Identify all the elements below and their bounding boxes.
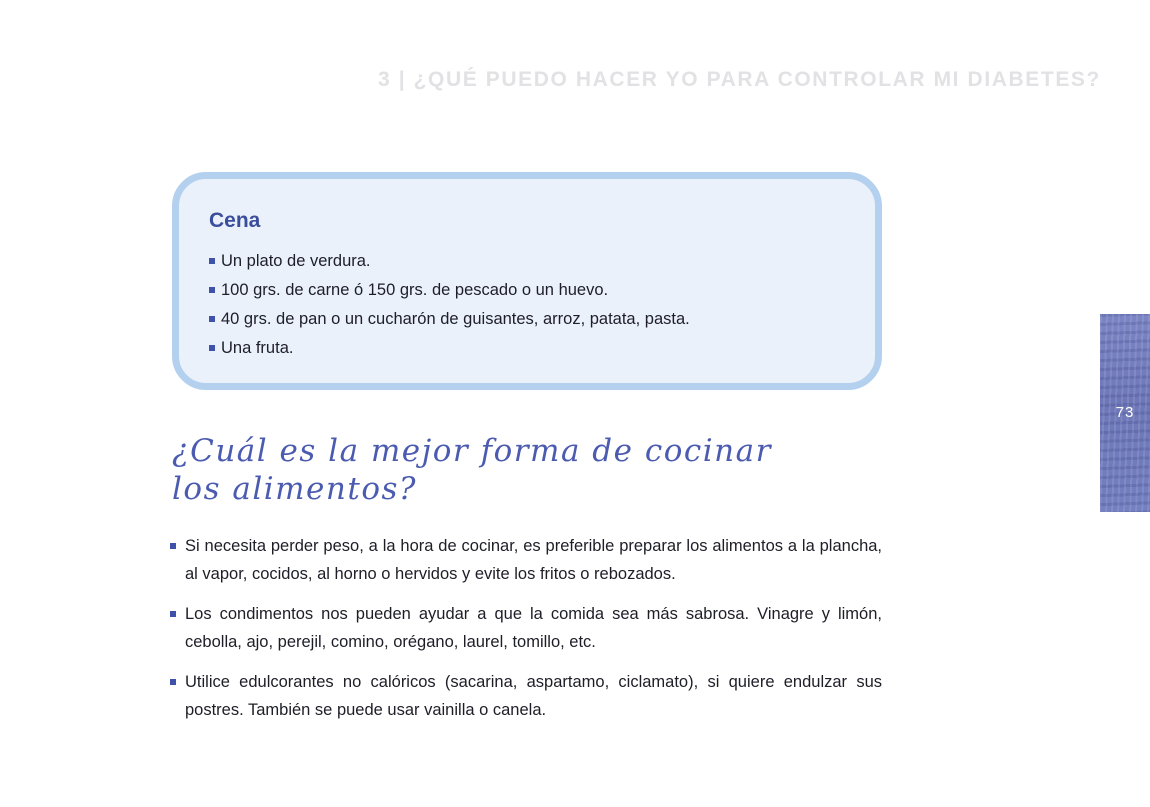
section-heading-line-1: ¿Cuál es la mejor forma de cocinar: [172, 433, 772, 469]
square-bullet-icon: [209, 287, 215, 293]
tip-item: [170, 600, 882, 656]
tip-item: [170, 668, 882, 724]
list-item-text: 40 grs. de pan o un cucharón de guisantes, arroz, patata, pasta.: [221, 310, 690, 328]
list-item: [209, 334, 690, 363]
list-item: [209, 305, 690, 334]
square-bullet-icon: [209, 258, 215, 264]
square-bullet-icon: [170, 543, 176, 549]
list-item-text: Una fruta.: [221, 339, 294, 357]
chapter-side-tab: [1100, 314, 1150, 512]
tip-text: Si necesita perder peso, a la hora de cocinar, es preferible preparar los alimentos a la plancha, al vapor, cocidos, al horno o hervidos y evite los fritos o rebozados.: [185, 537, 882, 583]
square-bullet-icon: [170, 611, 176, 617]
square-bullet-icon: [170, 679, 176, 685]
menu-box-title: Cena: [209, 209, 261, 232]
section-heading: [172, 432, 812, 508]
tip-text: Utilice edulcorantes no calóricos (sacarina, aspartamo, ciclamato), si quiere endulzar sus postres. También se puede usar vainilla o canela.: [185, 673, 882, 719]
list-item-text: 100 grs. de carne ó 150 grs. de pescado o un huevo.: [221, 281, 609, 299]
tip-item: [170, 532, 882, 588]
list-item: [209, 247, 690, 276]
dinner-items-list: [209, 247, 690, 363]
list-item: [209, 276, 690, 305]
cooking-tips-list: [170, 532, 882, 736]
running-header: 3 | ¿QUÉ PUEDO HACER YO PARA CONTROLAR MI DIABETES?: [378, 68, 1101, 91]
page-number: 73: [1115, 404, 1135, 421]
square-bullet-icon: [209, 316, 215, 322]
dinner-menu-box: [172, 172, 882, 390]
square-bullet-icon: [209, 345, 215, 351]
section-heading-line-2: los alimentos?: [172, 471, 418, 507]
tip-text: Los condimentos nos pueden ayudar a que la comida sea más sabrosa. Vinagre y limón, cebolla, ajo, perejil, comino, orégano, laurel, tomillo, etc.: [185, 605, 882, 651]
list-item-text: Un plato de verdura.: [221, 252, 371, 270]
